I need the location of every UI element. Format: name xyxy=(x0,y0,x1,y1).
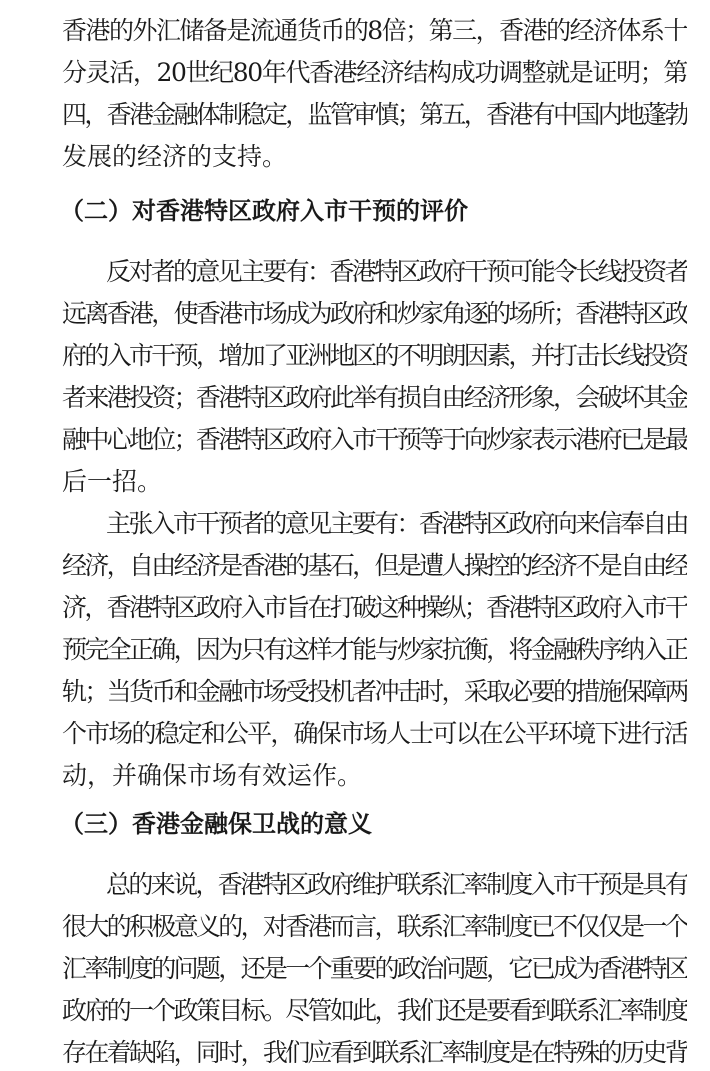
paragraph-line: 香港的外汇储备是流通货币的8倍；第三，香港的经济体系十 xyxy=(62,16,687,45)
paragraph-line: 后一招。 xyxy=(62,467,163,496)
paragraph-line: 存在着缺陷，同时，我们应看到联系汇率制度是在特殊的历史背 xyxy=(62,1038,687,1067)
paragraph-line: 总的来说，香港特区政府维护联系汇率制度入市干预是具有 xyxy=(106,870,687,899)
paragraph-line: 政府的一个政策目标。尽管如此，我们还是要看到联系汇率制度 xyxy=(62,996,687,1025)
paragraph-line: 济，香港特区政府入市旨在打破这种操纵；香港特区政府入市干 xyxy=(62,593,687,622)
paragraph-line: 经济，自由经济是香港的基石，但是遭人操控的经济不是自由经 xyxy=(62,551,687,580)
paragraph-line: 个市场的稳定和公平，确保市场人士可以在公平环境下进行活 xyxy=(62,719,687,748)
paragraph-line: 府的入市干预，增加了亚洲地区的不明朗因素，并打击长线投资 xyxy=(62,341,687,370)
section-heading: （三）香港金融保卫战的意义 xyxy=(60,810,372,838)
paragraph-line: 分灵活，20世纪80年代香港经济结构成功调整就是证明；第 xyxy=(62,58,687,87)
paragraph-line: 远离香港，使香港市场成为政府和炒家角逐的场所；香港特区政 xyxy=(62,299,687,328)
paragraph-line: 很大的积极意义的，对香港而言，联系汇率制度已不仅仅是一个 xyxy=(62,912,687,941)
paragraph-line: 汇率制度的问题，还是一个重要的政治问题，它已成为香港特区 xyxy=(62,954,687,983)
paragraph-line: 轨；当货币和金融市场受投机者冲击时，采取必要的措施保障两 xyxy=(62,677,687,706)
paragraph-line: 者来港投资；香港特区政府此举有损自由经济形象，会破坏其金 xyxy=(62,383,687,412)
paragraph-line: 发展的经济的支持。 xyxy=(62,142,288,171)
paragraph-line: 动，并确保市场有效运作。 xyxy=(62,761,363,790)
paragraph-line: 主张入市干预者的意见主要有：香港特区政府向来信奉自由 xyxy=(106,509,687,538)
paragraph-line: 反对者的意见主要有：香港特区政府干预可能令长线投资者 xyxy=(106,257,687,286)
paragraph-line: 预完全正确，因为只有这样才能与炒家抗衡，将金融秩序纳入正 xyxy=(62,635,687,664)
paragraph-line: 融中心地位；香港特区政府入市干预等于向炒家表示港府已是最 xyxy=(62,425,687,454)
paragraph-line: 四，香港金融体制稳定，监管审慎；第五，香港有中国内地蓬勃 xyxy=(62,100,687,129)
section-heading: （二）对香港特区政府入市干预的评价 xyxy=(60,197,468,225)
